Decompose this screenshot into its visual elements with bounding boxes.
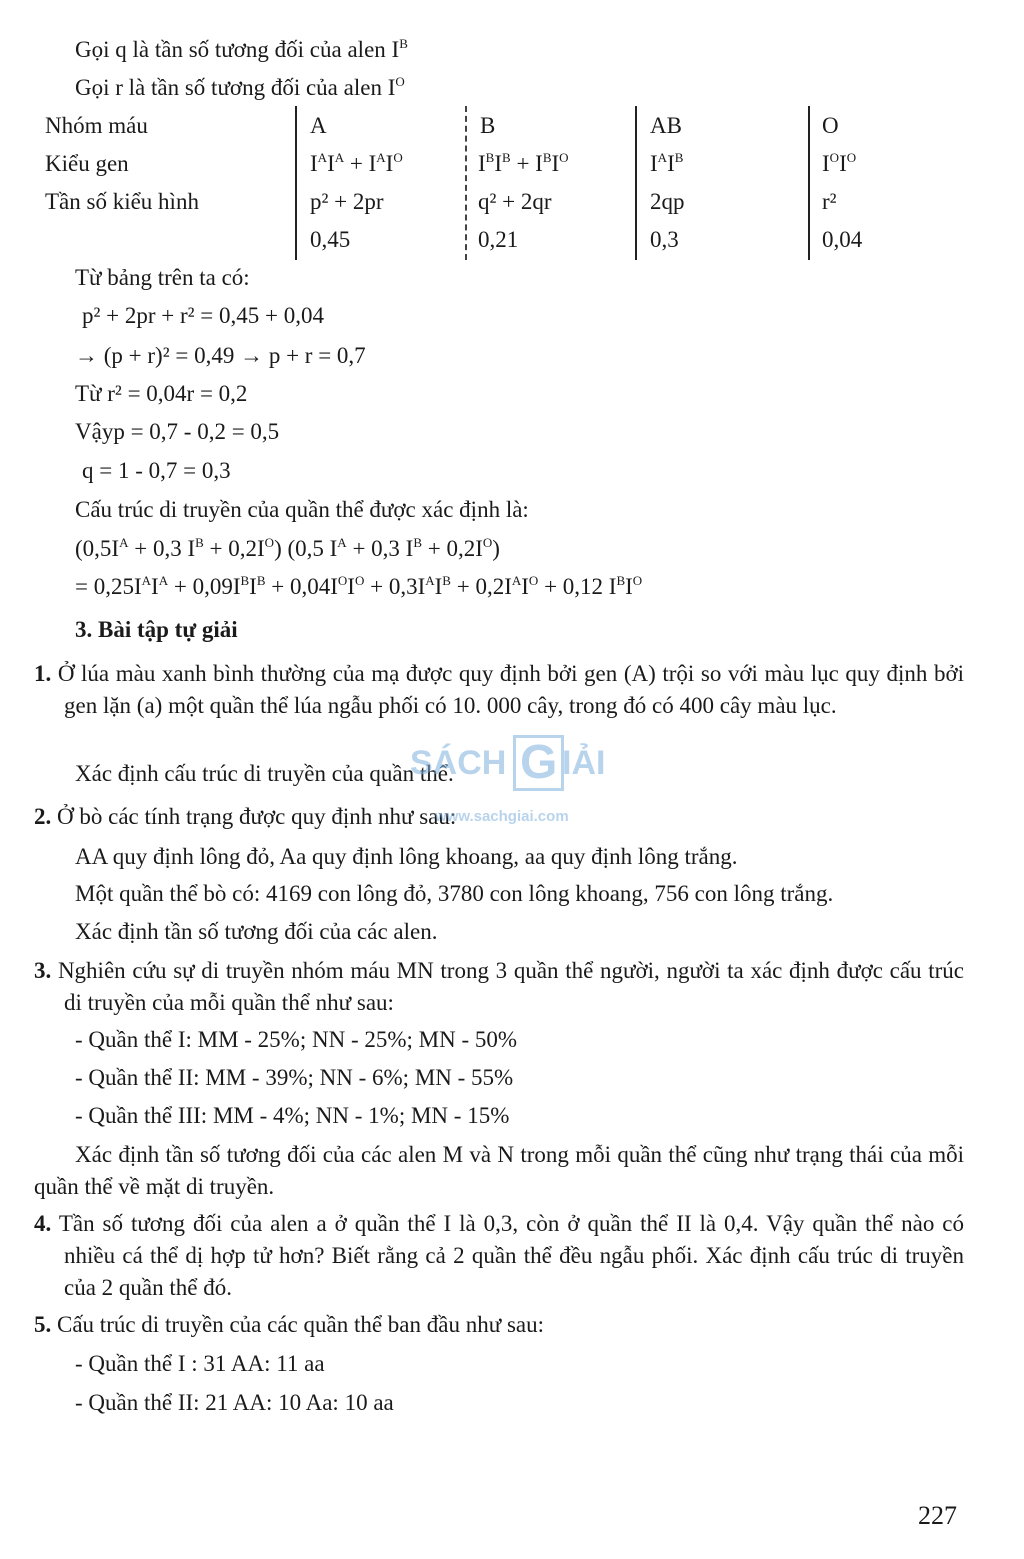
exercise-3-text: Nghiên cứu sự di truyền nhóm máu MN trong 3 quần thể người, người ta xác định được cấu trúc di truyền của mỗi quần thể như sau: — [57, 958, 964, 1015]
structure-label: Cấu trúc di truyền của quần thể được xác định là: — [75, 497, 529, 522]
table-divider — [808, 106, 810, 260]
exercise-2-text: Ở bò các tính trạng được quy định như sau: — [57, 804, 457, 829]
exercise-2-line-2: Một quần thể bò có: 4169 con lông đỏ, 3780 con lông khoang, 756 con lông trắng. — [75, 881, 834, 906]
group-ab-header: AB — [650, 113, 682, 138]
watermark-brand-left: SÁCH — [410, 744, 507, 782]
intro-line-r-sup: O — [395, 74, 405, 89]
exercise-2-line-1: AA quy định lông đỏ, Aa quy định lông khoang, aa quy định lông trắng. — [75, 844, 738, 869]
group-a-header: A — [310, 113, 327, 138]
exercise-1-question: Xác định cấu trúc di truyền của quần thể. — [75, 761, 454, 786]
exercise-4-number: 4. — [34, 1211, 52, 1236]
value-a: 0,45 — [310, 227, 351, 252]
exercise-3-question: Xác định tần số tương đối của các alen M và N trong mỗi quần thể cũng như trạng thái của mỗi quần thể về mặt di truyền. — [34, 1142, 964, 1199]
genotype-ab: $I^AI^B$ — [650, 150, 684, 176]
intro-line-r-text: Gọi r là tần số tương đối của alen I — [75, 75, 396, 100]
table-divider — [465, 106, 467, 260]
exercise-5-line-1: - Quần thể I : 31 AA: 11 aa — [75, 1351, 325, 1376]
exercise-2-number: 2. — [34, 804, 52, 829]
value-b: 0,21 — [478, 227, 519, 252]
structure-product: ($0,5I^A + 0,3$ $I^B + 0,2I^O$) (0,5 $I^A + 0,3$ $I^B + 0,2I^O$) — [75, 535, 500, 561]
equation-2: → (p + r)² = 0,49 → p + r = 0,7 — [75, 343, 366, 368]
exercise-4 — [34, 1208, 964, 1304]
freq-ab: 2qp — [650, 189, 685, 214]
exercise-2-question: Xác định tần số tương đối của các alen. — [75, 919, 438, 944]
row-label-genotype: Kiểu gen — [45, 151, 129, 176]
exercise-1-text: Ở lúa màu xanh bình thường của mạ được quy định bởi gen (A) trội so với màu lục quy định bởi gen lặn (a) một quần thể lúa ngẫu phối có 10. 000 cây, trong đó có 400 cây màu lục. — [57, 661, 964, 718]
freq-b: q² + 2qr — [478, 189, 552, 214]
structure-result: = $0,25I^AI^A + 0,09I^BI^B + 0,04I^OI^O + 0,3I^AI^B + 0,2I^AI^O + 0,12$ $I^BI^O$ — [75, 573, 643, 599]
genotype-o: $I^OI^O$ — [822, 150, 857, 176]
equation-4: Vậyp = 0,7 - 0,2 = 0,5 — [75, 419, 280, 444]
equation-5: q = 1 - 0,7 = 0,3 — [82, 458, 231, 483]
exercise-2 — [34, 801, 456, 833]
exercise-3-number: 3. — [34, 958, 52, 983]
table-divider — [635, 106, 637, 260]
exercise-1 — [34, 658, 964, 722]
freq-o: r² — [822, 189, 837, 214]
intro-line-q — [75, 34, 408, 66]
watermark-brand-mark: G — [513, 735, 564, 791]
intro-line-q-text: Gọi q là tần số tương đối của alen I — [75, 37, 400, 62]
table-divider — [295, 106, 297, 260]
genotype-b: $I^BI^B + I^BI^O$ — [478, 150, 569, 176]
equation-1: p² + 2pr + r² = 0,45 + 0,04 — [82, 303, 324, 328]
watermark-site: www.sachgiai.com — [435, 808, 569, 825]
exercise-3-line-3: - Quần thể III: MM - 4%; NN - 1%; MN - 15% — [75, 1103, 510, 1128]
exercise-3-line-2: - Quần thể II: MM - 39%; NN - 6%; MN - 55% — [75, 1065, 514, 1090]
freq-a: p² + 2pr — [310, 189, 384, 214]
exercise-5-line-2: - Quần thể II: 21 AA: 10 Aa: 10 aa — [75, 1390, 394, 1415]
section-title: 3. Bài tập tự giải — [75, 617, 238, 642]
exercise-5-number: 5. — [34, 1312, 52, 1337]
group-b-header: B — [480, 113, 496, 138]
exercise-3 — [34, 955, 964, 1019]
exercise-4-text: Tần số tương đối của alen a ở quần thể I là 0,3, còn ở quần thể II là 0,4. Vậy quần thể nào có nhiều cá thể dị hợp tử hơn? Biết rằng cả 2 quần thể đều ngẫu phối. Xác định cấu trúc di truyền của 2 quần thể đó. — [58, 1211, 965, 1300]
exercise-1-number: 1. — [34, 661, 52, 686]
row-label-phenotype-freq: Tần số kiểu hình — [45, 189, 199, 214]
intro-line-q-sup: B — [399, 36, 408, 51]
equation-3: Từ r² = 0,04r = 0,2 — [75, 381, 248, 406]
watermark-logo — [410, 735, 620, 825]
group-o-header: O — [822, 113, 839, 138]
watermark-brand-right: IẢI — [562, 744, 606, 782]
value-ab: 0,3 — [650, 227, 679, 252]
genotype-a: $I^AI^A + I^AI^O$ — [310, 150, 403, 176]
value-o: 0,04 — [822, 227, 863, 252]
exercise-3-line-1: - Quần thể I: MM - 25%; NN - 25%; MN - 50% — [75, 1027, 518, 1052]
row-label-blood-group: Nhóm máu — [45, 113, 148, 138]
page-number: 227 — [918, 1501, 957, 1530]
exercise-5 — [34, 1309, 544, 1341]
intro-line-r — [75, 72, 405, 104]
from-table-text: Từ bảng trên ta có: — [75, 265, 250, 290]
exercise-5-text: Cấu trúc di truyền của các quần thể ban đầu như sau: — [57, 1312, 544, 1337]
